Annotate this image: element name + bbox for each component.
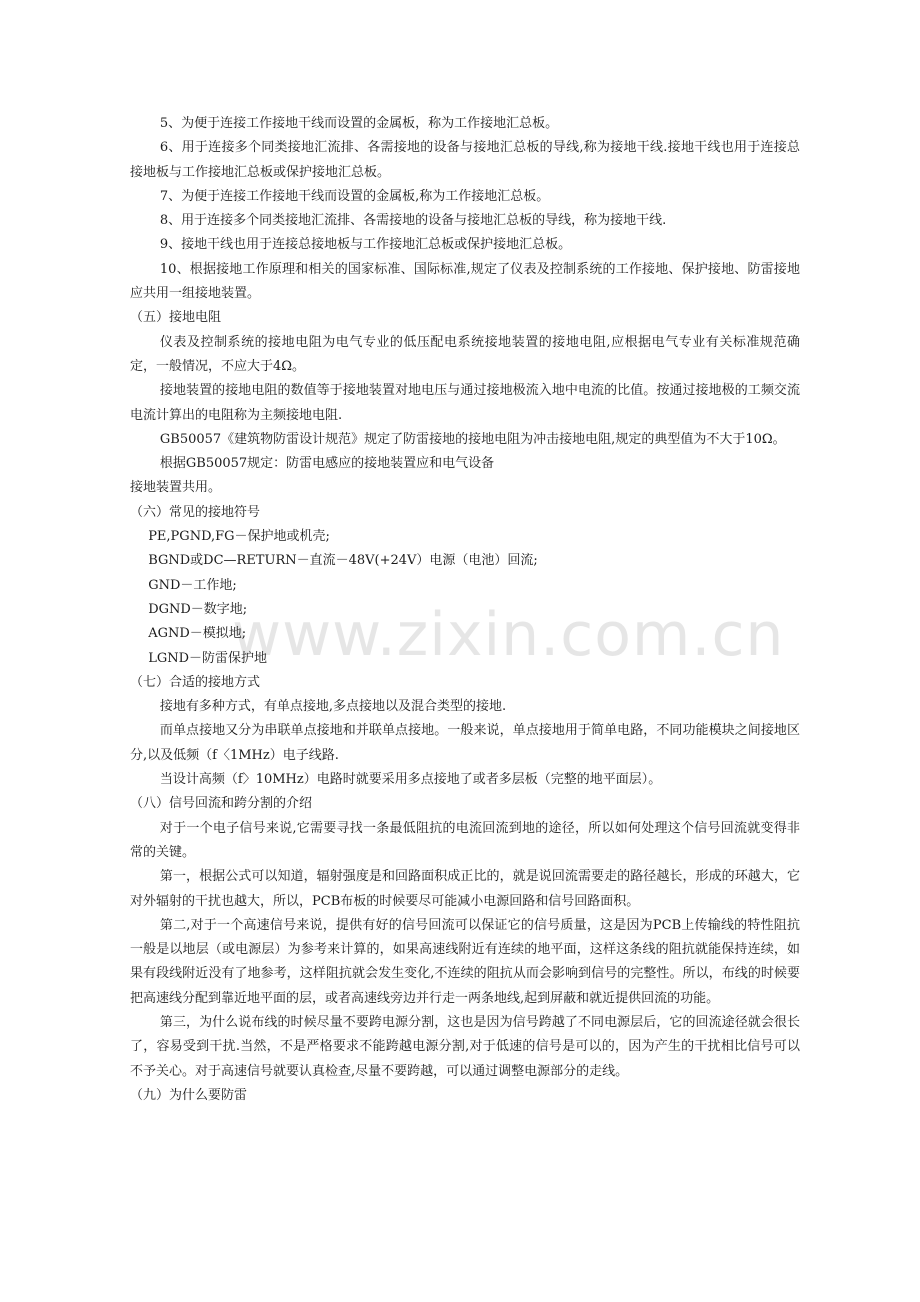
paragraph: 第二,对于一个高速信号来说，提供有好的信号回流可以保证它的信号质量，这是因为PCB上传输线的特性阻抗一般是以地层（或电源层）为参考来计算的，如果高速线附近有连续的地平面，这样这条线的阻抗就能保持连续，如果有段线附近没有了地参考，这样阻抗就会发生变化,不连续的阻抗从而会影响到信号的完整性。所以，布线的时候要把高速线分配到靠近地平面的层，或者高速线旁边并行走一两条地线,起到屏蔽和就近提供回流的功能。 xyxy=(130,917,800,1006)
paragraph: 7、为便于连接工作接地干线而设置的金属板,称为工作接地汇总板。 xyxy=(159,188,550,204)
paragraph: GB50057《建筑物防雷设计规范》规定了防雷接地的接地电阻为冲击接地电阻,规定的典型值为不大于10Ω。 xyxy=(159,431,786,447)
paragraph: 9、接地干线也用于连接总接地板与工作接地汇总板或保护接地汇总板。 xyxy=(159,237,572,253)
paragraph: 而单点接地又分为串联单点接地和并联单点接地。一般来说，单点接地用于简单电路，不同功能模块之间接地区分,以及低频（f〈1MHz）电子线路. xyxy=(130,723,800,763)
paragraph: 10、根据接地工作原理和相关的国家标准、国际标准,规定了仪表及控制系统的工作接地、保护接地、防雷接地应共用一组接地装置。 xyxy=(130,261,800,302)
paragraph: 仪表及控制系统的接地电阻为电气专业的低压配电系统接地装置的接地电阻,应根据电气专业有关标准规范确定，一般情况，不应大于4Ω。 xyxy=(130,334,800,374)
paragraph: 接地有多种方式，有单点接地,多点接地以及混合类型的接地. xyxy=(159,699,507,715)
list-item: GND－工作地; xyxy=(148,577,237,593)
paragraph: 接地装置共用。 xyxy=(130,480,222,496)
paragraph: 接地装置的接地电阻的数值等于接地装置对地电压与通过接地极流入地中电流的比值。按通过接地极的工频交流电流计算出的电阻称为主频接地电阻. xyxy=(130,383,800,423)
paragraph: 8、用于连接多个同类接地汇流排、各需接地的设备与接地汇总板的导线，称为接地干线. xyxy=(159,213,667,229)
list-item: AGND－模拟地; xyxy=(148,626,247,642)
list-item: BGND或DC—RETURN－直流－48V(+24V）电源（电池）回流; xyxy=(148,553,538,569)
paragraph: 当设计高频（f〉10MHz）电路时就要采用多点接地了或者多层板（完整的地平面层）。 xyxy=(159,772,662,788)
paragraph: 第一，根据公式可以知道，辐射强度是和回路面积成正比的，就是说回流需要走的路径越长，形成的环越大，它对外辐射的干扰也越大，所以，PCB布板的时候要尽可能减小电源回路和信号回路面积。 xyxy=(130,869,800,909)
list-item: LGND－防雷保护地 xyxy=(148,650,268,666)
paragraph: 对于一个电子信号来说,它需要寻找一条最低阻抗的电流回流到地的途径，所以如何处理这个信号回流就变得非常的关键。 xyxy=(130,820,800,860)
paragraph: 第三，为什么说布线的时候尽量不要跨电源分割，这也是因为信号跨越了不同电源层后，它的回流途径就会很长了，容易受到干扰.当然，不是严格要求不能跨越电源分割,对于低速的信号是可以的，因为产生的干扰相比信号可以不予关心。对于高速信号就要认真检查,尽量不要跨越，可以通过调整电源部分的走线。 xyxy=(130,1014,800,1079)
section-heading: （八）信号回流和跨分割的介绍 xyxy=(130,796,313,812)
section-heading: （七）合适的接地方式 xyxy=(130,674,261,690)
paragraph: 5、为便于连接工作接地干线而设置的金属板，称为工作接地汇总板。 xyxy=(159,116,559,131)
list-item: PE,PGND,FG－保护地或机壳; xyxy=(148,529,330,545)
list-item: DGND－数字地; xyxy=(148,601,248,617)
paragraph: 6、用于连接多个同类接地汇流排、各需接地的设备与接地汇总板的导线,称为接地干线.接地干线也用于连接总接地板与工作接地汇总板或保护接地汇总板。 xyxy=(130,140,800,180)
watermark: www.zixin.com.cn xyxy=(232,600,785,670)
section-heading: （六）常见的接地符号 xyxy=(130,504,261,520)
section-heading: （九）为什么要防雷 xyxy=(130,1087,248,1103)
section-heading: （五）接地电阻 xyxy=(130,310,222,326)
paragraph: 根据GB50057规定：防雷电感应的接地装置应和电气设备 xyxy=(159,456,495,472)
document-page xyxy=(130,112,800,1108)
